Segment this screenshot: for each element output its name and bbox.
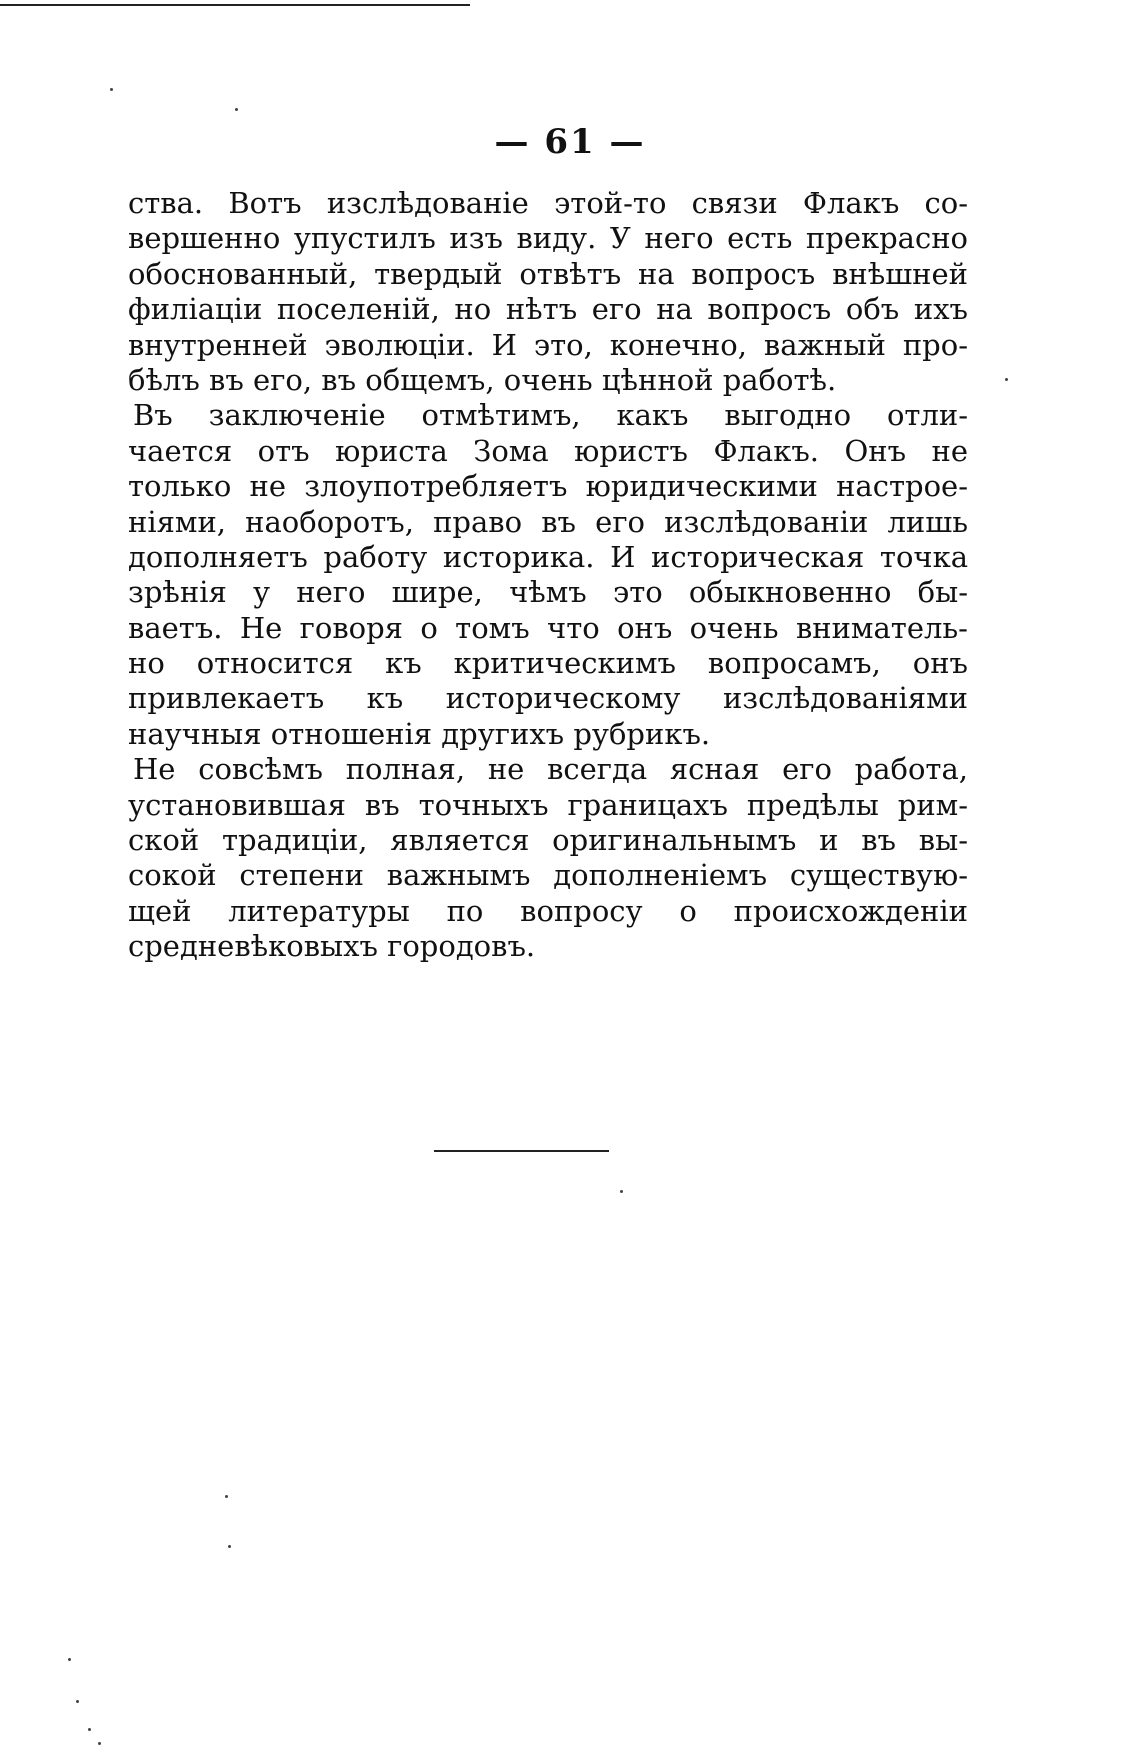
text-line: дополняетъ работу историка. И историческая точка xyxy=(128,539,968,574)
text-line: ской традиціи, является оригинальнымъ и въ вы- xyxy=(128,823,968,858)
scan-speck xyxy=(88,1728,91,1731)
scan-speck xyxy=(225,1495,228,1498)
page-number: — 61 — xyxy=(494,122,646,162)
text-line: ства. Вотъ изслѣдованіе этой-то связи Флакъ со- xyxy=(128,186,968,220)
text-line: установившая въ точныхъ границахъ предѣлы рим- xyxy=(128,787,968,822)
text-line: бѣлъ въ его, въ общемъ, очень цѣнной работѣ. xyxy=(128,362,837,397)
scan-speck xyxy=(110,88,113,91)
end-of-section-rule xyxy=(434,1150,609,1152)
text-line: зрѣнія у него шире, чѣмъ это обыкновенно бы- xyxy=(128,575,968,610)
scan-speck xyxy=(98,1742,101,1745)
scan-speck xyxy=(76,1700,79,1703)
text-line: сокой степени важнымъ дополненіемъ существую- xyxy=(128,858,968,893)
body-text xyxy=(128,186,968,965)
text-line: привлекаетъ къ историческому изслѣдованіями xyxy=(128,681,968,716)
scan-speck xyxy=(620,1190,623,1193)
text-line: научныя отношенія другихъ рубрикъ. xyxy=(128,716,711,751)
text-line: внутренней эволюціи. И это, конечно, важный про- xyxy=(128,327,968,362)
scan-speck xyxy=(68,1658,71,1661)
scan-speck xyxy=(1005,378,1008,381)
text-line: филіаціи поселеній, но нѣтъ его на вопросъ объ ихъ xyxy=(128,292,968,327)
text-line: щей литературы по вопросу о происхожденіи xyxy=(128,893,968,928)
text-line: Въ заключеніе отмѣтимъ, какъ выгодно отли- xyxy=(133,398,968,433)
text-line: обоснованный, твердый отвѣтъ на вопросъ внѣшней xyxy=(128,256,968,291)
text-line: только не злоупотребляетъ юридическими настрое- xyxy=(128,469,968,504)
scan-speck xyxy=(235,108,238,111)
text-line: вершенно упустилъ изъ виду. У него есть прекрасно xyxy=(128,221,968,256)
text-line: средневѣковыхъ городовъ. xyxy=(128,929,536,964)
text-line: Не совсѣмъ полная, не всегда ясная его работа, xyxy=(133,752,968,787)
text-line: чается отъ юриста Зома юристъ Флакъ. Онъ не xyxy=(128,433,968,468)
scan-speck xyxy=(228,1545,231,1548)
text-line: ніями, наоборотъ, право въ его изслѣдованіи лишь xyxy=(128,504,968,539)
text-line: но относится къ критическимъ вопросамъ, онъ xyxy=(128,646,968,681)
top-edge-rule xyxy=(0,4,470,6)
text-line: ваетъ. Не говоря о томъ что онъ очень вниматель- xyxy=(128,610,968,645)
